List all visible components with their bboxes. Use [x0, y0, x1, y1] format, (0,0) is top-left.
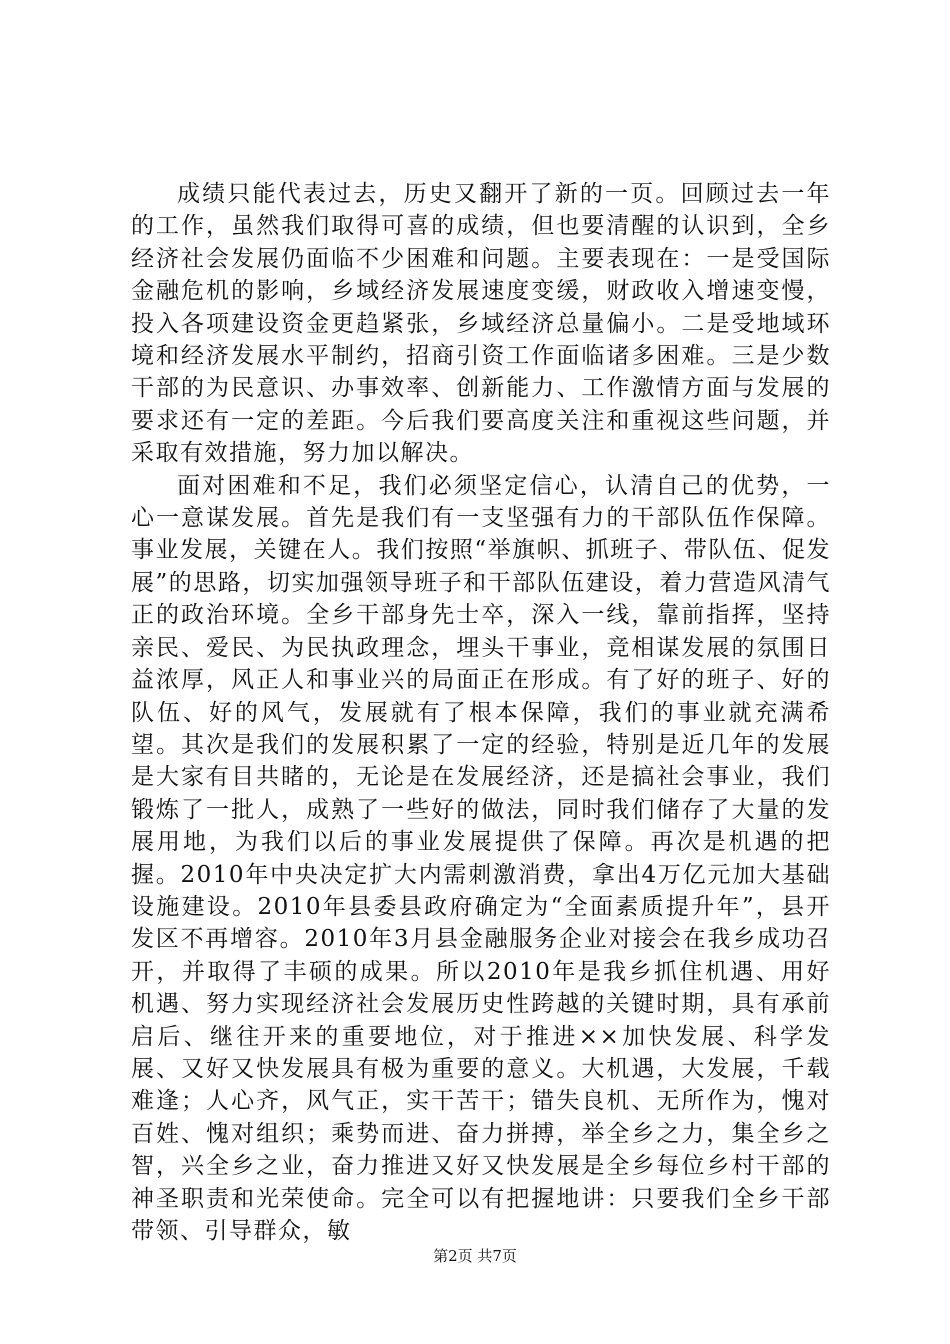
document-body — [131, 178, 831, 1247]
paragraph: 面对困难和不足，我们必须坚定信心，认清自己的优势，一心一意谋发展。首先是我们有一支坚强有力的干部队伍作保障。事业发展，关键在人。我们按照“举旗帜、抓班子、带队伍、促发展”的思路，切实加强领导班子和干部队伍建设，着力营造风清气正的政治环境。全乡干部身先士卒，深入一线，靠前指挥，坚持亲民、爱民、为民执政理念，埋头干事业，竞相谋发展的氛围日益浓厚，风正人和事业兴的局面正在形成。有了好的班子、好的队伍、好的风气，发展就有了根本保障，我们的事业就充满希望。其次是我们的发展积累了一定的经验，特别是近几年的发展是大家有目共睹的，无论是在发展经济，还是搞社会事业，我们锻炼了一批人，成熟了一些好的做法，同时我们储存了大量的发展用地，为我们以后的事业发展提供了保障。再次是机遇的把握。2010年中央决定扩大内需刺激消费，拿出4万亿元加大基础设施建设。2010年县委县政府确定为“全面素质提升年”，县开发区不再增容。2010年3月县金融服务企业对接会在我乡成功召开，并取得了丰硕的成果。所以2010年是我乡抓住机遇、用好机遇、努力实现经济社会发展历史性跨越的关键时期，具有承前启后、继往开来的重要地位，对于推进××加快发展、科学发展、又好又快发展具有极为重要的意义。大机遇，大发展，千载难逢；人心齐，风气正，实干苦干；错失良机、无所作为，愧对百姓、愧对组织；乘势而进、奋力拼搏，举全乡之力，集全乡之智，兴全乡之业，奋力推进又好又快发展是全乡每位乡村干部的神圣职责和光荣使命。完全可以有把握地讲：只要我们全乡干部带领、引导群众，敏 — [131, 472, 831, 1244]
page-footer: 第2页 共7页 — [433, 1247, 517, 1265]
paragraph: 成绩只能代表过去，历史又翻开了新的一页。回顾过去一年的工作，虽然我们取得可喜的成绩，但也要清醒的认识到，全乡经济社会发展仍面临不少困难和问题。主要表现在：一是受国际金融危机的影响，乡域经济发展速度变缓，财政收入增速变慢，投入各项建设资金更趋紧张，乡域经济总量偏小。二是受地域环境和经济发展水平制约，招商引资工作面临诸多困难。三是少数干部的为民意识、办事效率、创新能力、工作激情方面与发展的要求还有一定的差距。今后我们要高度关注和重视这些问题，并采取有效措施，努力加以解决。 — [131, 181, 831, 467]
